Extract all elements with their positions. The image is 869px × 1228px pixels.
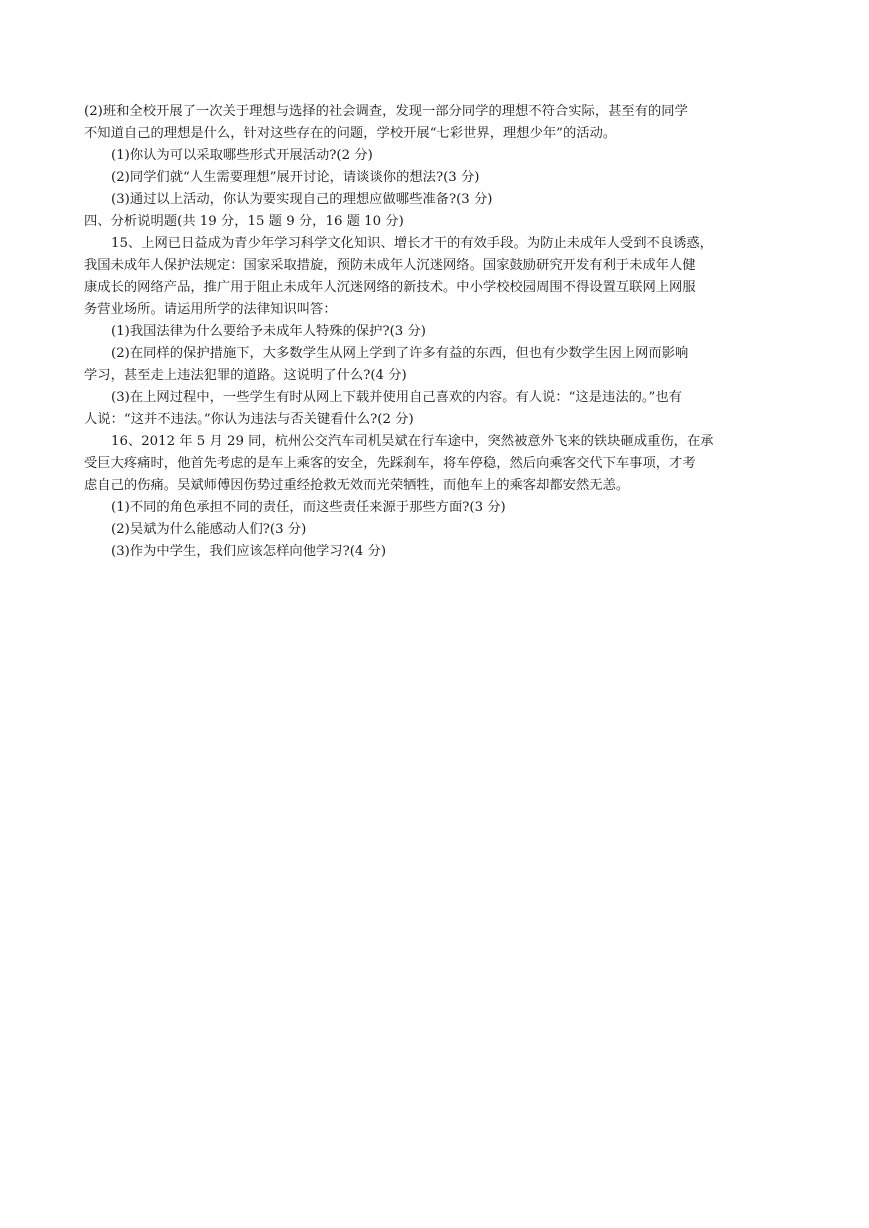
question-16 bbox=[84, 431, 786, 563]
question-item: (1)你认为可以采取哪些形式开展活动?(2 分) bbox=[111, 148, 373, 163]
sub-question: (3)作为中学生，我们应该怎样向他学习?(4 分) bbox=[111, 544, 387, 559]
passage-line: 16、2012 年 5 月 29 同，杭州公交汽车司机吴斌在行车途中，突然被意外飞来的铁块砸成重伤，在承 bbox=[111, 434, 714, 449]
sub-question-continuation: 学习，甚至走上违法犯罪的道路。这说明了什么?(4 分) bbox=[84, 368, 407, 383]
survey-questions bbox=[84, 145, 786, 211]
passage-line: 务营业场所。请运用所学的法律知识叫答： bbox=[84, 302, 337, 317]
passage-line: 受巨大疼痛时，他首先考虑的是车上乘客的安全，先踩刹车，将车停稳，然后向乘客交代下车事项，才考 bbox=[84, 456, 696, 471]
question-15 bbox=[84, 233, 786, 431]
passage-line: 15、上网已日益成为青少年学习科学文化知识、增长才干的有效手段。为防止未成年人受到不良诱惑， bbox=[111, 236, 713, 251]
passage-line: 不知道自己的理想是什么，针对这些存在的问题，学校开展“七彩世界，理想少年”的活动。 bbox=[84, 126, 617, 141]
survey-passage bbox=[84, 101, 786, 145]
sub-question-continuation: 人说：“这并不违法。”你认为违法与否关键看什么?(2 分) bbox=[84, 412, 414, 427]
document-page bbox=[84, 101, 786, 563]
passage-line: 康成长的网络产品，推广用于阻止未成年人沉迷网络的新技术。中小学校校园周围不得设置互联网上网服 bbox=[84, 280, 696, 295]
passage-line: 虑自己的伤痛。吴斌师傅因伤势过重经抢救无效而光荣牺牲，而他车上的乘客却都安然无恙。 bbox=[84, 478, 630, 493]
question-item: (3)通过以上活动，你认为要实现自己的理想应做哪些准备?(3 分) bbox=[111, 192, 493, 207]
passage-line: 我国未成年人保护法规定：国家采取措旋，预防未成年人沉迷网络。国家鼓励研究开发有利于未成年人健 bbox=[84, 258, 696, 273]
sub-question: (3)在上网过程中，一些学生有时从网上下载并使用自己喜欢的内容。有人说：“这是违法的。”也有 bbox=[111, 390, 682, 405]
sub-question: (1)不同的角色承担不同的责任，而这些责任来源于那些方面?(3 分) bbox=[111, 500, 506, 515]
sub-question: (1)我国法律为什么要给予未成年人特殊的保护?(3 分) bbox=[111, 324, 426, 339]
section-heading: 四、分析说明题(共 19 分，15 题 9 分，16 题 10 分) bbox=[84, 214, 404, 229]
sub-question: (2)在同样的保护措施下，大多数学生从网上学到了许多有益的东西，但也有少数学生因上网而影响 bbox=[111, 346, 689, 361]
passage-line: (2)班和全校开展了一次关于理想与选择的社会调查，发现一部分同学的理想不符合实际，甚至有的同学 bbox=[84, 104, 688, 119]
question-item: (2)同学们就“人生需要理想”展开讨论，请谈谈你的想法?(3 分) bbox=[111, 170, 480, 185]
sub-question: (2)吴斌为什么能感动人们?(3 分) bbox=[111, 522, 307, 537]
